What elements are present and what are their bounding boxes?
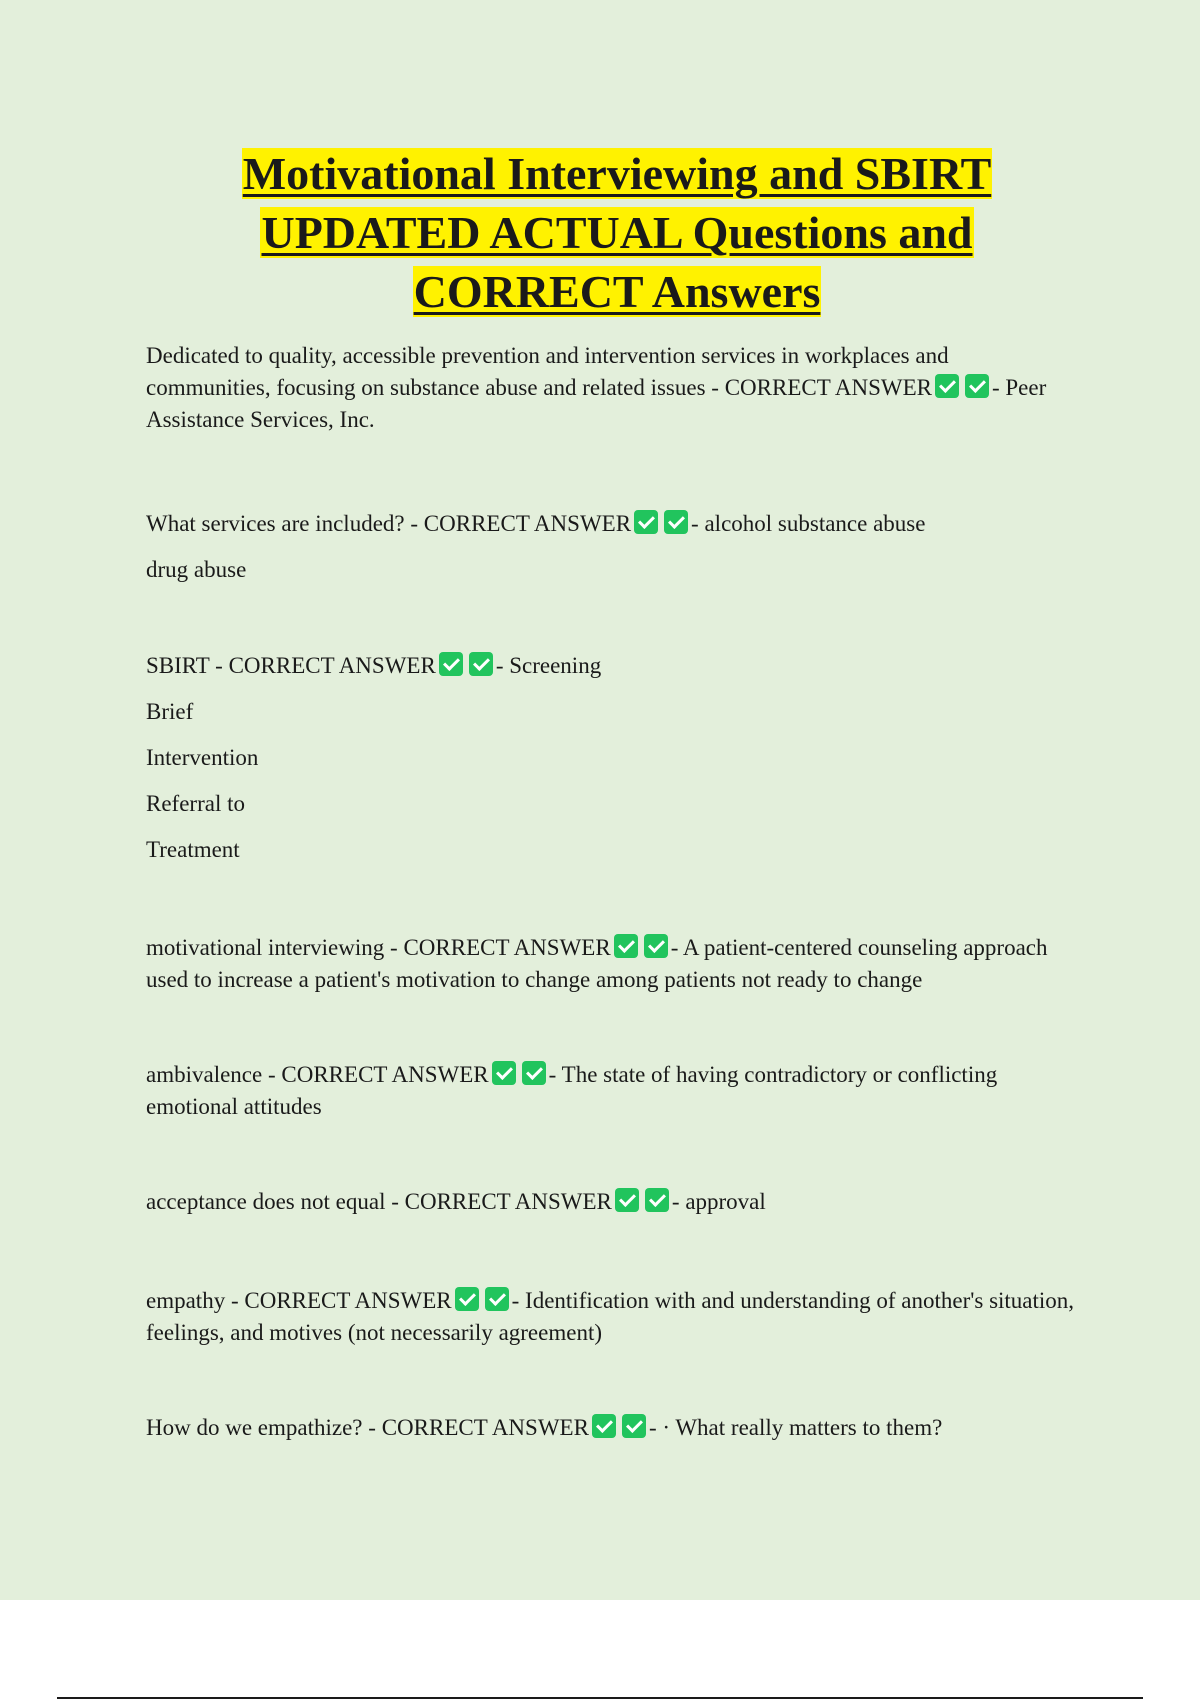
answer-text: alcohol substance abuse xyxy=(704,511,926,536)
answer-marker: CORRECT ANSWER xyxy=(724,375,932,400)
check-mark-icon xyxy=(455,1287,479,1311)
answer-text: Peer Assistance Services, Inc. xyxy=(146,375,1047,432)
qa-item: empathy - CORRECT ANSWER - Identification with and understanding of another's situation, feelings, and motives (not necessarily agreement) xyxy=(146,1288,1075,1345)
check-mark-icon xyxy=(485,1287,509,1311)
question-text: ambivalence xyxy=(146,1062,263,1087)
check-mark-icon xyxy=(439,652,463,676)
question-text: empathy xyxy=(146,1288,226,1313)
qa-item: How do we empathize? - CORRECT ANSWER - · What really matters to them? xyxy=(146,1415,943,1440)
footer-divider xyxy=(57,1697,1143,1699)
answer-marker: CORRECT ANSWER xyxy=(244,1288,452,1313)
answer-marker: CORRECT ANSWER xyxy=(381,1415,589,1440)
check-mark-icon xyxy=(492,1061,516,1085)
answer-marker: CORRECT ANSWER xyxy=(281,1062,489,1087)
answer-line: Brief xyxy=(146,699,194,724)
question-text: How do we empathize? xyxy=(146,1415,363,1440)
answer-marker: CORRECT ANSWER xyxy=(403,935,611,960)
check-mark-icon xyxy=(664,510,688,534)
question-text: Dedicated to quality, accessible prevention and intervention services in workplaces and communities, focusing on substance abuse and related issues xyxy=(146,343,949,400)
question-text: SBIRT xyxy=(146,653,210,678)
check-mark-icon xyxy=(622,1414,646,1438)
document-title xyxy=(150,144,1084,321)
question-text: acceptance does not equal xyxy=(146,1189,386,1214)
check-mark-icon xyxy=(469,652,493,676)
qa-item: acceptance does not equal - CORRECT ANSWER - approval xyxy=(146,1189,766,1214)
answer-line: Referral to xyxy=(146,791,245,816)
check-mark-icon xyxy=(935,374,959,398)
answer-marker: CORRECT ANSWER xyxy=(423,511,632,536)
question-text: motivational interviewing xyxy=(146,935,385,960)
answer-line: Intervention xyxy=(146,745,259,770)
qa-list xyxy=(146,340,1076,1472)
answer-text: The state of having contradictory or conflicting emotional attitudes xyxy=(146,1062,998,1119)
title-line-3: CORRECT Answers xyxy=(413,266,821,317)
answer-text: Screening xyxy=(509,653,602,678)
answer-text: approval xyxy=(685,1189,766,1214)
qa-item: Dedicated to quality, accessible prevention and intervention services in workplaces and communities, focusing on substance abuse and related issues - CORRECT ANSWER - Peer Assistance Services, Inc. xyxy=(146,343,1047,432)
qa-item: SBIRT - CORRECT ANSWER - Screening Brief Intervention Referral to Treatment xyxy=(146,650,1076,932)
answer-marker: CORRECT ANSWER xyxy=(404,1189,612,1214)
answer-line: Treatment xyxy=(146,837,240,862)
answer-line: drug abuse xyxy=(146,557,247,582)
check-mark-icon xyxy=(614,934,638,958)
check-mark-icon xyxy=(592,1414,616,1438)
answer-marker: CORRECT ANSWER xyxy=(228,653,436,678)
answer-text: · What really matters to them? xyxy=(662,1415,943,1440)
title-line-1: Motivational Interviewing and SBIRT xyxy=(242,148,992,199)
qa-item: What services are included? - CORRECT ANSWER - alcohol substance abuse drug abuse xyxy=(146,508,1076,650)
qa-item: ambivalence - CORRECT ANSWER - The state of having contradictory or conflicting emotional attitudes xyxy=(146,1062,998,1119)
title-line-2: UPDATED ACTUAL Questions and xyxy=(261,207,973,258)
question-text: What services are included? xyxy=(146,511,405,536)
check-mark-icon xyxy=(615,1188,639,1212)
check-mark-icon xyxy=(645,1188,669,1212)
check-mark-icon xyxy=(644,934,668,958)
check-mark-icon xyxy=(634,510,658,534)
qa-item: motivational interviewing - CORRECT ANSWER - A patient-centered counseling approach used to increase a patient's motivation to change among patients not ready to change xyxy=(146,935,1048,992)
check-mark-icon xyxy=(965,374,989,398)
answer-text: A patient-centered counseling approach used to increase a patient's motivation to change among patients not ready to change xyxy=(146,935,1048,992)
check-mark-icon xyxy=(522,1061,546,1085)
answer-text: Identification with and understanding of another's situation, feelings, and motives (not necessarily agreement) xyxy=(146,1288,1075,1345)
